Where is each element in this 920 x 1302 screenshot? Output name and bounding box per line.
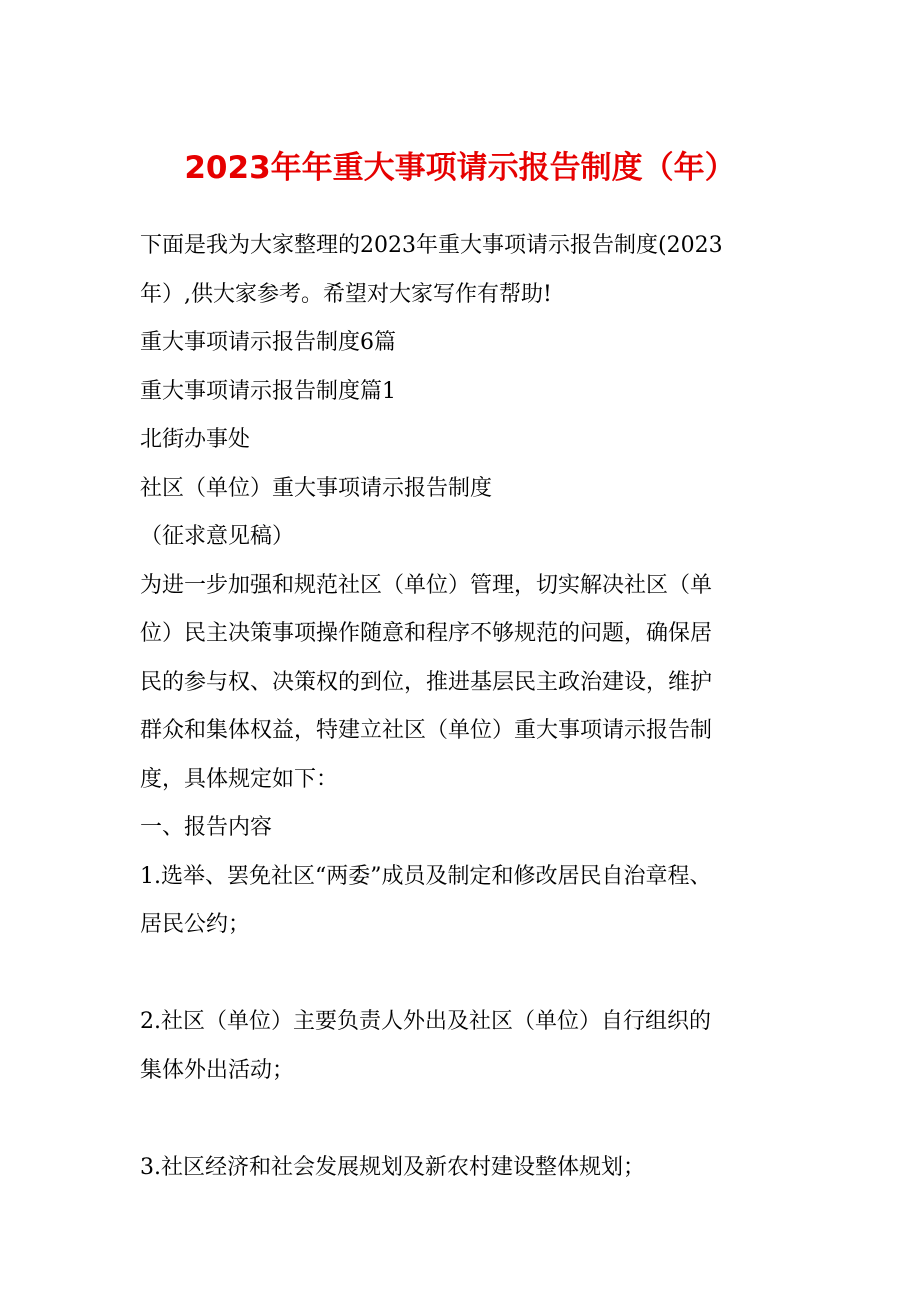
text-line: 集体外出活动； [140,1057,295,1083]
blank-line [140,1095,790,1144]
intro-paragraph [140,222,790,319]
draft-note [140,513,790,562]
purpose-paragraph [140,562,790,805]
text-line: 年）,供大家参考。希望对大家写作有帮助! [140,281,552,307]
text-line: 重大事项请示报告制度6篇 [140,330,396,355]
text-line: 度，具体规定如下： [140,766,339,792]
text-line: 2.社区（单位）主要负责人外出及社区（单位）自行组织的 [140,1009,711,1034]
text-line: 居民公约； [140,912,251,937]
text-line: 3.社区经济和社会发展规划及新农村建设整体规划； [140,1154,645,1180]
text-line: 社区（单位）重大事项请示报告制度 [140,475,493,501]
text-line: 为进一步加强和规范社区（单位）管理，切实解决社区（单 [140,572,713,598]
list-item [140,853,790,950]
text-line: （征求意见稿） [140,524,295,549]
text-line: 位）民主决策事项操作随意和程序不够规范的问题，确保居 [140,621,713,646]
organization-name [140,416,790,465]
text-line: 重大事项请示报告制度篇1 [140,378,396,404]
regulation-title [140,465,790,514]
document-title: 2023年年重大事项请示报告制度（年） [184,150,736,186]
list-item [140,1144,790,1193]
section-title [140,368,790,417]
document-body [140,222,790,1192]
list-item [140,998,790,1095]
text-line: 下面是我为大家整理的2023年重大事项请示报告制度(2023 [140,233,723,258]
text-line: 民的参与权、决策权的到位，推进基层民主政治建设，维护 [140,669,713,695]
text-line: 1.选举、罢免社区“两委”成员及制定和修改居民自治章程、 [140,863,712,889]
text-line: 一、报告内容 [140,815,273,840]
text-line: 群众和集体权益，特建立社区（单位）重大事项请示报告制 [140,718,713,743]
section-heading [140,804,790,853]
blank-line [140,950,790,999]
heading-paragraph [140,319,790,368]
text-line: 北街办事处 [140,427,251,452]
